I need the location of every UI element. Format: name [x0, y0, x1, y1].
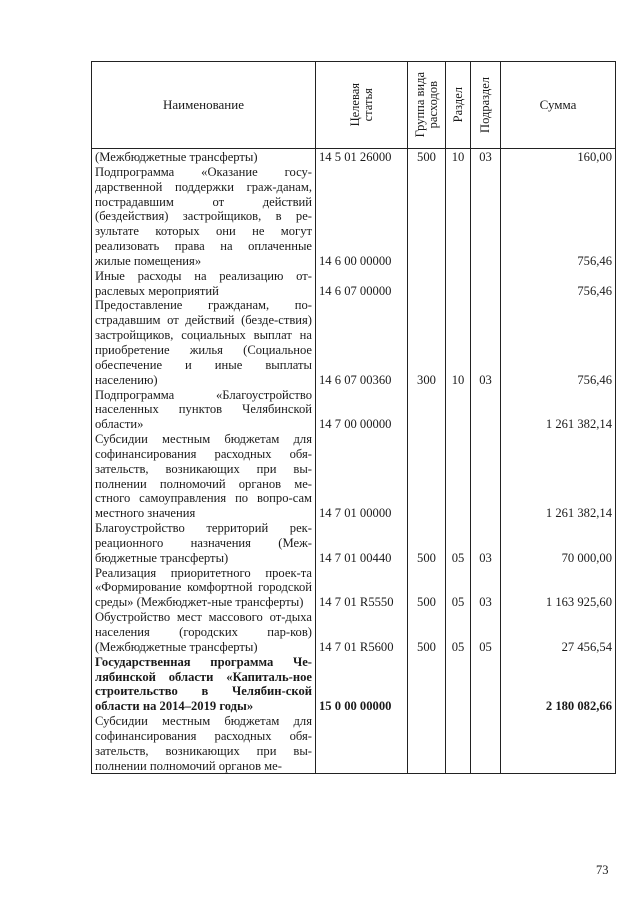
cell-section	[446, 714, 471, 774]
cell-code	[316, 714, 408, 774]
cell-name: Обустройство мест массового от-дыха населения (городских пар-ков) (Межбюджетные трансферты)	[92, 610, 316, 655]
header-sum: Сумма	[501, 62, 616, 149]
cell-code: 14 7 00 00000	[316, 388, 408, 433]
table-row	[92, 298, 616, 387]
cell-sum: 1 261 382,14	[501, 432, 616, 521]
cell-group	[408, 269, 446, 299]
page-number: 73	[596, 863, 609, 877]
cell-section: 10	[446, 298, 471, 387]
cell-section: 05	[446, 521, 471, 566]
table-row	[92, 149, 616, 165]
cell-section	[446, 165, 471, 269]
cell-sum: 1 261 382,14	[501, 388, 616, 433]
cell-subsection	[471, 165, 501, 269]
cell-name: Субсидии местным бюджетам для софинансирования расходных обя-зательств, возникающих при вы-полнении полномочий органов ме-	[92, 714, 316, 774]
table-row	[92, 165, 616, 269]
cell-subsection	[471, 655, 501, 714]
cell-code: 14 5 01 26000	[316, 149, 408, 165]
cell-code: 14 7 01 R5600	[316, 610, 408, 655]
cell-group	[408, 655, 446, 714]
cell-group	[408, 714, 446, 774]
cell-subsection: 05	[471, 610, 501, 655]
cell-group: 500	[408, 566, 446, 611]
cell-subsection: 03	[471, 149, 501, 165]
cell-group	[408, 432, 446, 521]
header-name: Наименование	[92, 62, 316, 149]
cell-subsection	[471, 714, 501, 774]
header-code-cell	[316, 62, 408, 149]
table-row	[92, 714, 616, 774]
cell-name: Субсидии местным бюджетам для софинансирования расходных обя-зательств, возникающих при вы-полнении полномочий органов ме-стного самоуправления по вопро-сам местного значения	[92, 432, 316, 521]
table-row	[92, 566, 616, 611]
cell-code: 14 7 01 00440	[316, 521, 408, 566]
cell-code: 14 6 07 00360	[316, 298, 408, 387]
table-row	[92, 388, 616, 433]
table-row	[92, 432, 616, 521]
cell-group: 300	[408, 298, 446, 387]
table-row	[92, 521, 616, 566]
cell-name: (Межбюджетные трансферты)	[92, 149, 316, 165]
cell-section	[446, 269, 471, 299]
cell-section: 10	[446, 149, 471, 165]
header-code: Целевая статья	[347, 83, 375, 127]
header-subsection-cell	[471, 62, 501, 149]
cell-name: Подпрограмма «Оказание госу-дарственной поддержки граж-данам, пострадавшим от действий (бездействия) застройщиков, в ре-зультате которых они не могут реализовать права на оплаченные жилые помещения»	[92, 165, 316, 269]
cell-name: Благоустройство территорий рек-реационного назначения (Меж-бюджетные трансферты)	[92, 521, 316, 566]
cell-subsection: 03	[471, 521, 501, 566]
cell-code: 14 6 07 00000	[316, 269, 408, 299]
cell-group	[408, 165, 446, 269]
table-header-row	[92, 62, 616, 149]
table-row	[92, 610, 616, 655]
cell-name: Иные расходы на реализацию от-раслевых мероприятий	[92, 269, 316, 299]
header-section: Раздел	[450, 87, 465, 123]
cell-sum: 160,00	[501, 149, 616, 165]
cell-subsection: 03	[471, 298, 501, 387]
cell-sum: 756,46	[501, 165, 616, 269]
cell-sum: 27 456,54	[501, 610, 616, 655]
cell-sum: 1 163 925,60	[501, 566, 616, 611]
cell-subsection	[471, 269, 501, 299]
cell-section	[446, 655, 471, 714]
cell-code: 15 0 00 00000	[316, 655, 408, 714]
cell-name: Предоставление гражданам, по-страдавшим от действий (безде-ствия) застройщиков, социальных выплат на приобретение жилья (Социальное обеспечение и иные выплаты населению)	[92, 298, 316, 387]
cell-code: 14 6 00 00000	[316, 165, 408, 269]
budget-table	[91, 61, 616, 774]
cell-group	[408, 388, 446, 433]
cell-section	[446, 388, 471, 433]
cell-section: 05	[446, 610, 471, 655]
cell-name: Реализация приоритетного проек-та «Формирование комфортной городской среды» (Межбюджет-ные трансферты)	[92, 566, 316, 611]
cell-sum	[501, 714, 616, 774]
cell-subsection: 03	[471, 566, 501, 611]
header-group: Группа вида расходов	[412, 72, 440, 138]
cell-section: 05	[446, 566, 471, 611]
cell-group: 500	[408, 610, 446, 655]
cell-name: Подпрограмма «Благоустройство населенных пунктов Челябинской области»	[92, 388, 316, 433]
cell-code: 14 7 01 R5550	[316, 566, 408, 611]
cell-sum: 756,46	[501, 298, 616, 387]
cell-sum: 2 180 082,66	[501, 655, 616, 714]
cell-group: 500	[408, 149, 446, 165]
cell-sum: 756,46	[501, 269, 616, 299]
header-section-cell	[446, 62, 471, 149]
cell-code: 14 7 01 00000	[316, 432, 408, 521]
cell-section	[446, 432, 471, 521]
table-row	[92, 655, 616, 714]
cell-group: 500	[408, 521, 446, 566]
cell-subsection	[471, 388, 501, 433]
cell-name: Государственная программа Че-лябинской области «Капиталь-ное строительство в Челябин-ской области на 2014–2019 годы»	[92, 655, 316, 714]
cell-sum: 70 000,00	[501, 521, 616, 566]
header-subsection: Подраздел	[478, 77, 492, 133]
cell-subsection	[471, 432, 501, 521]
table-body	[92, 149, 616, 774]
table-row	[92, 269, 616, 299]
header-group-cell	[408, 62, 446, 149]
